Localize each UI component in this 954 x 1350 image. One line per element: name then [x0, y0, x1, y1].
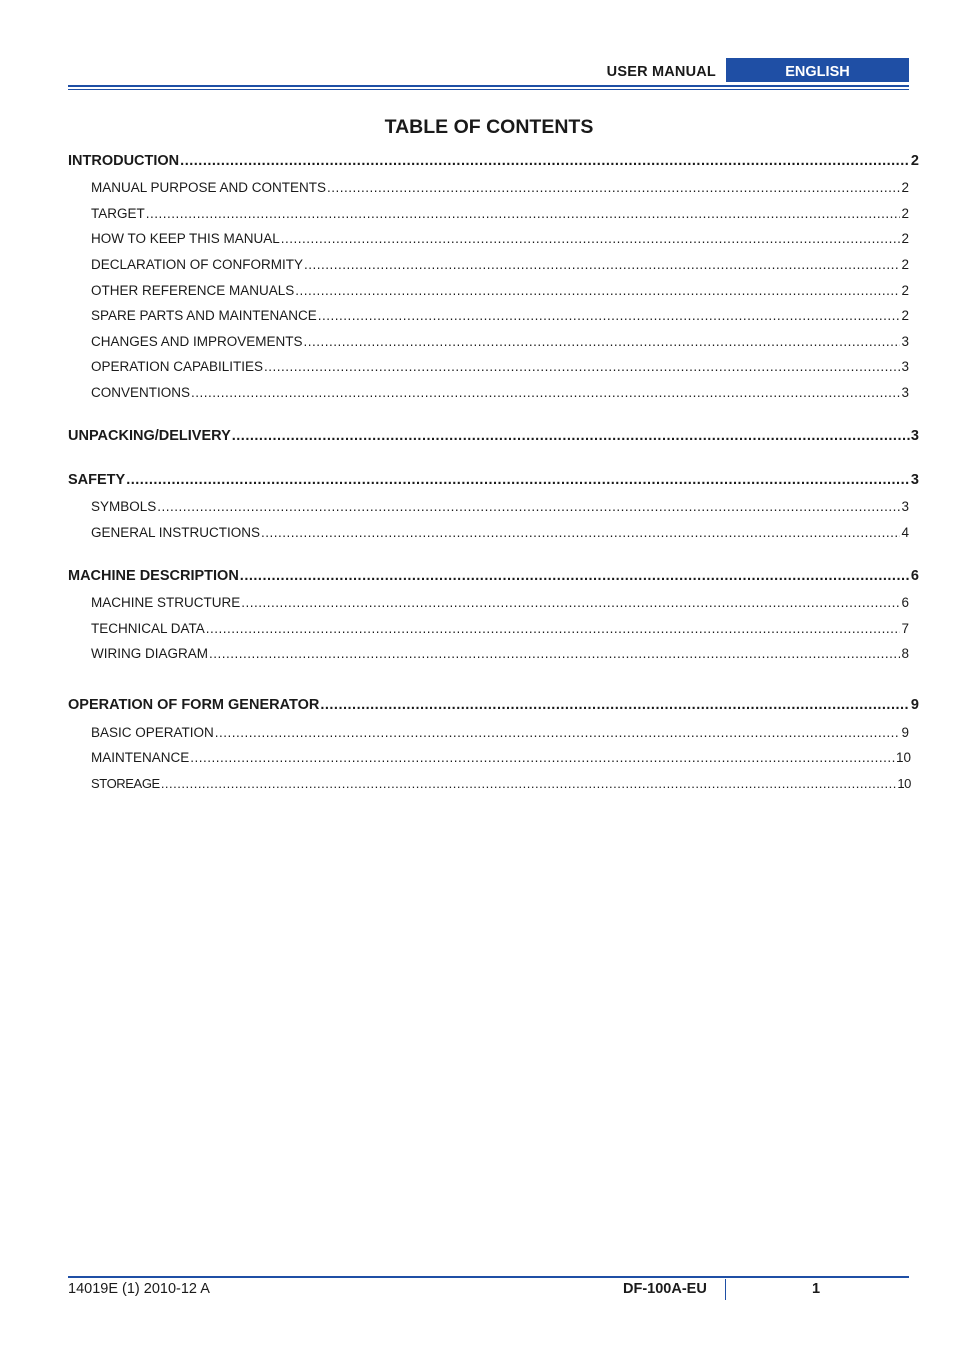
toc-entry-operation-capabilities[interactable]: [91, 359, 909, 374]
toc-leader: [327, 180, 900, 195]
toc-leader: [190, 750, 895, 765]
header-title: USER MANUAL: [606, 64, 716, 80]
toc-entry-symbols[interactable]: [91, 499, 909, 514]
page-title: TABLE OF CONTENTS: [384, 116, 594, 138]
toc-entry-page: 10: [897, 776, 911, 791]
toc-entry-changes[interactable]: [91, 334, 909, 349]
toc-entry-general-instructions[interactable]: [91, 525, 909, 540]
toc-entry-other-manuals[interactable]: [91, 283, 909, 298]
toc-leader: [264, 359, 900, 374]
header-rule-thin: [68, 89, 909, 90]
toc-leader: [261, 525, 900, 540]
toc-entry-target[interactable]: [91, 206, 909, 221]
toc-entry-manual-purpose[interactable]: [91, 180, 909, 195]
toc-entry-introduction[interactable]: [68, 153, 919, 169]
toc-entry-title: MACHINE STRUCTURE: [91, 595, 241, 610]
toc-leader: [295, 283, 900, 298]
toc-entry-page: 3: [910, 472, 919, 488]
model-number: DF-100A-EU: [623, 1281, 707, 1297]
toc-leader: [157, 499, 900, 514]
toc-entry-page: 9: [910, 697, 919, 713]
toc-entry-basic-operation[interactable]: [91, 725, 909, 740]
toc-entry-page: 2: [901, 257, 909, 272]
toc-entry-page: 3: [901, 499, 909, 514]
toc-leader: [304, 334, 901, 349]
toc-entry-technical-data[interactable]: [91, 621, 909, 636]
toc-leader: [240, 568, 910, 584]
toc-leader: [241, 595, 900, 610]
toc-entry-title: MACHINE DESCRIPTION: [68, 568, 239, 584]
toc-leader: [318, 308, 901, 323]
toc-leader: [161, 776, 897, 791]
toc-leader: [146, 206, 901, 221]
toc-entry-safety[interactable]: [68, 472, 919, 488]
toc-entry-page: 8: [901, 646, 909, 661]
page-header: [68, 58, 909, 90]
toc-entry-title: CONVENTIONS: [91, 385, 191, 400]
toc-entry-unpacking[interactable]: [68, 428, 919, 444]
toc-entry-title: MANUAL PURPOSE AND CONTENTS: [91, 180, 327, 195]
toc-entry-title: SYMBOLS: [91, 499, 157, 514]
toc-leader: [281, 231, 901, 246]
toc-entry-title: STOREAGE: [91, 776, 160, 791]
toc-entry-page: 3: [910, 428, 919, 444]
document-code: 14019E (1) 2010-12 A: [68, 1281, 210, 1297]
toc-entry-title: OPERATION OF FORM GENERATOR: [68, 697, 320, 713]
footer-separator: [725, 1279, 726, 1300]
toc-entry-title: CHANGES AND IMPROVEMENTS: [91, 334, 303, 349]
toc-entry-storeage[interactable]: [91, 776, 911, 791]
toc-entry-page: 9: [901, 725, 909, 740]
toc-entry-title: UNPACKING/DELIVERY: [68, 428, 231, 444]
toc-entry-page: 3: [901, 334, 909, 349]
toc-leader: [215, 725, 901, 740]
toc-entry-page: 6: [910, 568, 919, 584]
toc-entry-page: 2: [901, 231, 909, 246]
language-badge: ENGLISH: [726, 58, 909, 82]
toc-entry-machine-description[interactable]: [68, 568, 919, 584]
toc-entry-title: OTHER REFERENCE MANUALS: [91, 283, 295, 298]
toc-entry-title: INTRODUCTION: [68, 153, 180, 169]
toc-entry-title: TECHNICAL DATA: [91, 621, 205, 636]
toc-entry-page: 2: [901, 283, 909, 298]
toc-entry-page: 2: [901, 180, 909, 195]
toc-entry-spare-parts[interactable]: [91, 308, 909, 323]
page-number: 1: [812, 1281, 821, 1297]
toc-leader: [180, 153, 910, 169]
toc-entry-title: MAINTENANCE: [91, 750, 190, 765]
toc-entry-page: 3: [901, 359, 909, 374]
toc-entry-title: TARGET: [91, 206, 145, 221]
toc-entry-title: SAFETY: [68, 472, 126, 488]
toc-leader: [232, 428, 910, 444]
toc-entry-page: 2: [910, 153, 919, 169]
toc-entry-title: GENERAL INSTRUCTIONS: [91, 525, 261, 540]
toc-entry-title: OPERATION CAPABILITIES: [91, 359, 264, 374]
toc-entry-operation-form-generator[interactable]: [68, 697, 919, 713]
toc-entry-wiring-diagram[interactable]: [91, 646, 909, 661]
toc-entry-page: 7: [901, 621, 909, 636]
toc-leader: [126, 472, 910, 488]
toc-entry-title: BASIC OPERATION: [91, 725, 214, 740]
toc-entry-maintenance[interactable]: [91, 750, 911, 765]
toc-entry-page: 6: [901, 595, 909, 610]
toc-entry-machine-structure[interactable]: [91, 595, 909, 610]
toc-entry-page: 10: [895, 750, 911, 765]
toc-entry-page: 4: [901, 525, 909, 540]
toc-leader: [209, 646, 900, 661]
toc-entry-page: 2: [901, 308, 909, 323]
footer-rule: [68, 1276, 909, 1278]
toc-entry-page: 2: [901, 206, 909, 221]
toc-leader: [206, 621, 901, 636]
header-rule: [68, 85, 909, 87]
toc-entry-declaration[interactable]: [91, 257, 909, 272]
toc-entry-title: WIRING DIAGRAM: [91, 646, 208, 661]
toc-entry-page: 3: [901, 385, 909, 400]
toc-leader: [304, 257, 900, 272]
toc-leader: [320, 697, 910, 713]
toc-entry-title: HOW TO KEEP THIS MANUAL: [91, 231, 280, 246]
toc-leader: [191, 385, 900, 400]
toc-entry-conventions[interactable]: [91, 385, 909, 400]
toc-entry-how-to-keep[interactable]: [91, 231, 909, 246]
toc-entry-title: SPARE PARTS AND MAINTENANCE: [91, 308, 317, 323]
toc-entry-title: DECLARATION OF CONFORMITY: [91, 257, 304, 272]
